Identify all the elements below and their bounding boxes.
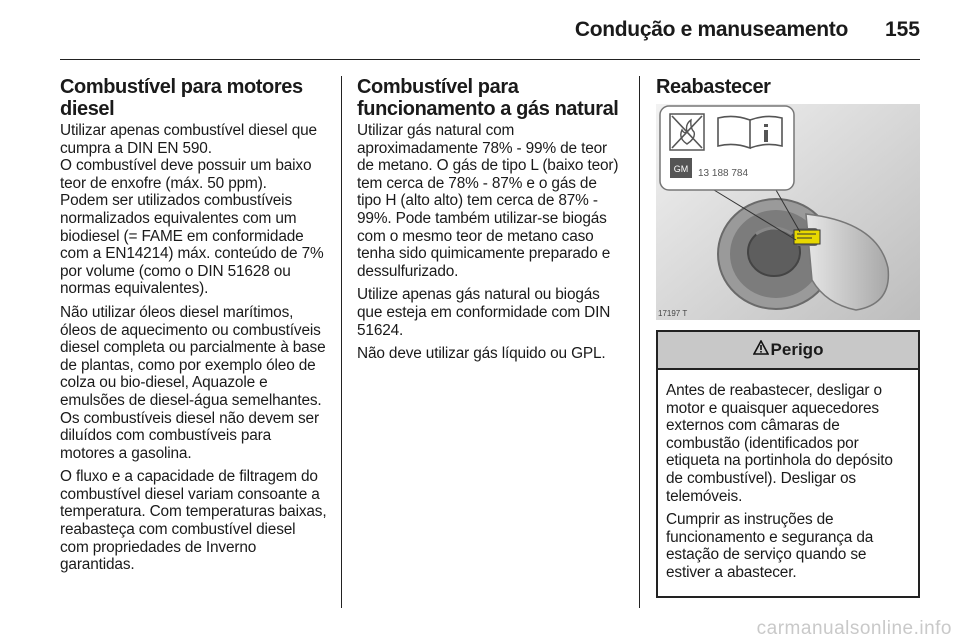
fuel-flap-illustration bbox=[656, 104, 920, 320]
natural-gas-heading: Combustível para funcionamento a gás natural bbox=[357, 76, 619, 120]
header-rule bbox=[60, 59, 920, 60]
page-number: 155 bbox=[884, 18, 920, 41]
section-title: Condução e manuseamento bbox=[574, 18, 848, 41]
column-divider-1 bbox=[341, 76, 342, 608]
natural-gas-paragraph-2: Utilize apenas gás natural ou biogás que esteja em conformidade com DIN 51624. bbox=[357, 286, 611, 339]
diesel-paragraph-5: O fluxo e a capacidade de filtragem do combustível diesel variam consoante a temperatura. Com temperaturas baixas, reabasteça com combustível diesel com propriedades de Inverno garantidas. bbox=[60, 468, 327, 574]
diesel-paragraph-2: O combustível deve possuir um baixo teor de enxofre (máx. 50 ppm). bbox=[60, 157, 312, 192]
figure-number: 17197 T bbox=[658, 309, 688, 318]
column-natural-gas bbox=[357, 76, 625, 369]
diesel-paragraph-1: Utilizar apenas combustível diesel que cumpra a DIN EN 590. bbox=[60, 122, 317, 157]
natural-gas-paragraph-3: Não deve utilizar gás líquido ou GPL. bbox=[357, 345, 606, 363]
diesel-heading: Combustível para motores diesel bbox=[60, 76, 303, 120]
danger-title: Perigo bbox=[770, 340, 824, 359]
diesel-paragraph-3: Podem ser utilizados combustíveis normalizados equivalentes com um biodiesel (= FAME em conformidade com a EN14214) máx. conteúdo de 7% por volume (como o DIN 51628 ou normas equivalentes). bbox=[60, 192, 324, 298]
page-header bbox=[0, 18, 960, 50]
danger-box-header bbox=[658, 332, 918, 370]
refuelling-heading: Reabastecer bbox=[656, 76, 771, 98]
danger-box bbox=[656, 330, 920, 598]
danger-paragraph-2: Cumprir as instruções de funcionamento e segurança da estação de serviço quando se estiver a abastecer. bbox=[666, 511, 874, 581]
warning-triangle-icon bbox=[753, 340, 769, 360]
danger-paragraph-1: Antes de reabastecer, desligar o motor e quaisquer aquecedores externos com câmaras de combustão (identificados por etiqueta na portinhola do depósito de combustível). Desligar os telemóveis. bbox=[666, 382, 893, 505]
column-divider-2 bbox=[639, 76, 640, 608]
danger-box-body bbox=[658, 370, 918, 596]
column-refuelling bbox=[656, 76, 922, 598]
watermark: carmanualsonline.info bbox=[756, 618, 952, 639]
natural-gas-paragraph-1: Utilizar gás natural com aproximadamente 78% - 99% de teor de metano. O gás de tipo L (baixo teor) tem cerca de 78% - 87% e o gás de tipo H (alto alto) tem cerca de 87% - 99%. Pode também utilizar-se biogás com o mesmo teor de metano caso tenha sido quimicamente preparado e dessulfurizado. bbox=[357, 122, 619, 280]
diesel-paragraph-4: Não utilizar óleos diesel marítimos, óleos de aquecimento ou combustíveis diesel completa ou parcialmente à base de plantas, como por exemplo óleo de colza ou bio-diesel, Aquazole e emulsões de diesel-água semelhantes. Os combustíveis diesel não devem ser diluídos com combustíveis para motores a gasolina. bbox=[60, 303, 326, 462]
column-diesel bbox=[60, 76, 328, 580]
brand-badge-text: GM bbox=[673, 164, 689, 174]
fuel-flap-drawing bbox=[656, 104, 920, 320]
label-code: 13 188 784 bbox=[698, 168, 749, 179]
